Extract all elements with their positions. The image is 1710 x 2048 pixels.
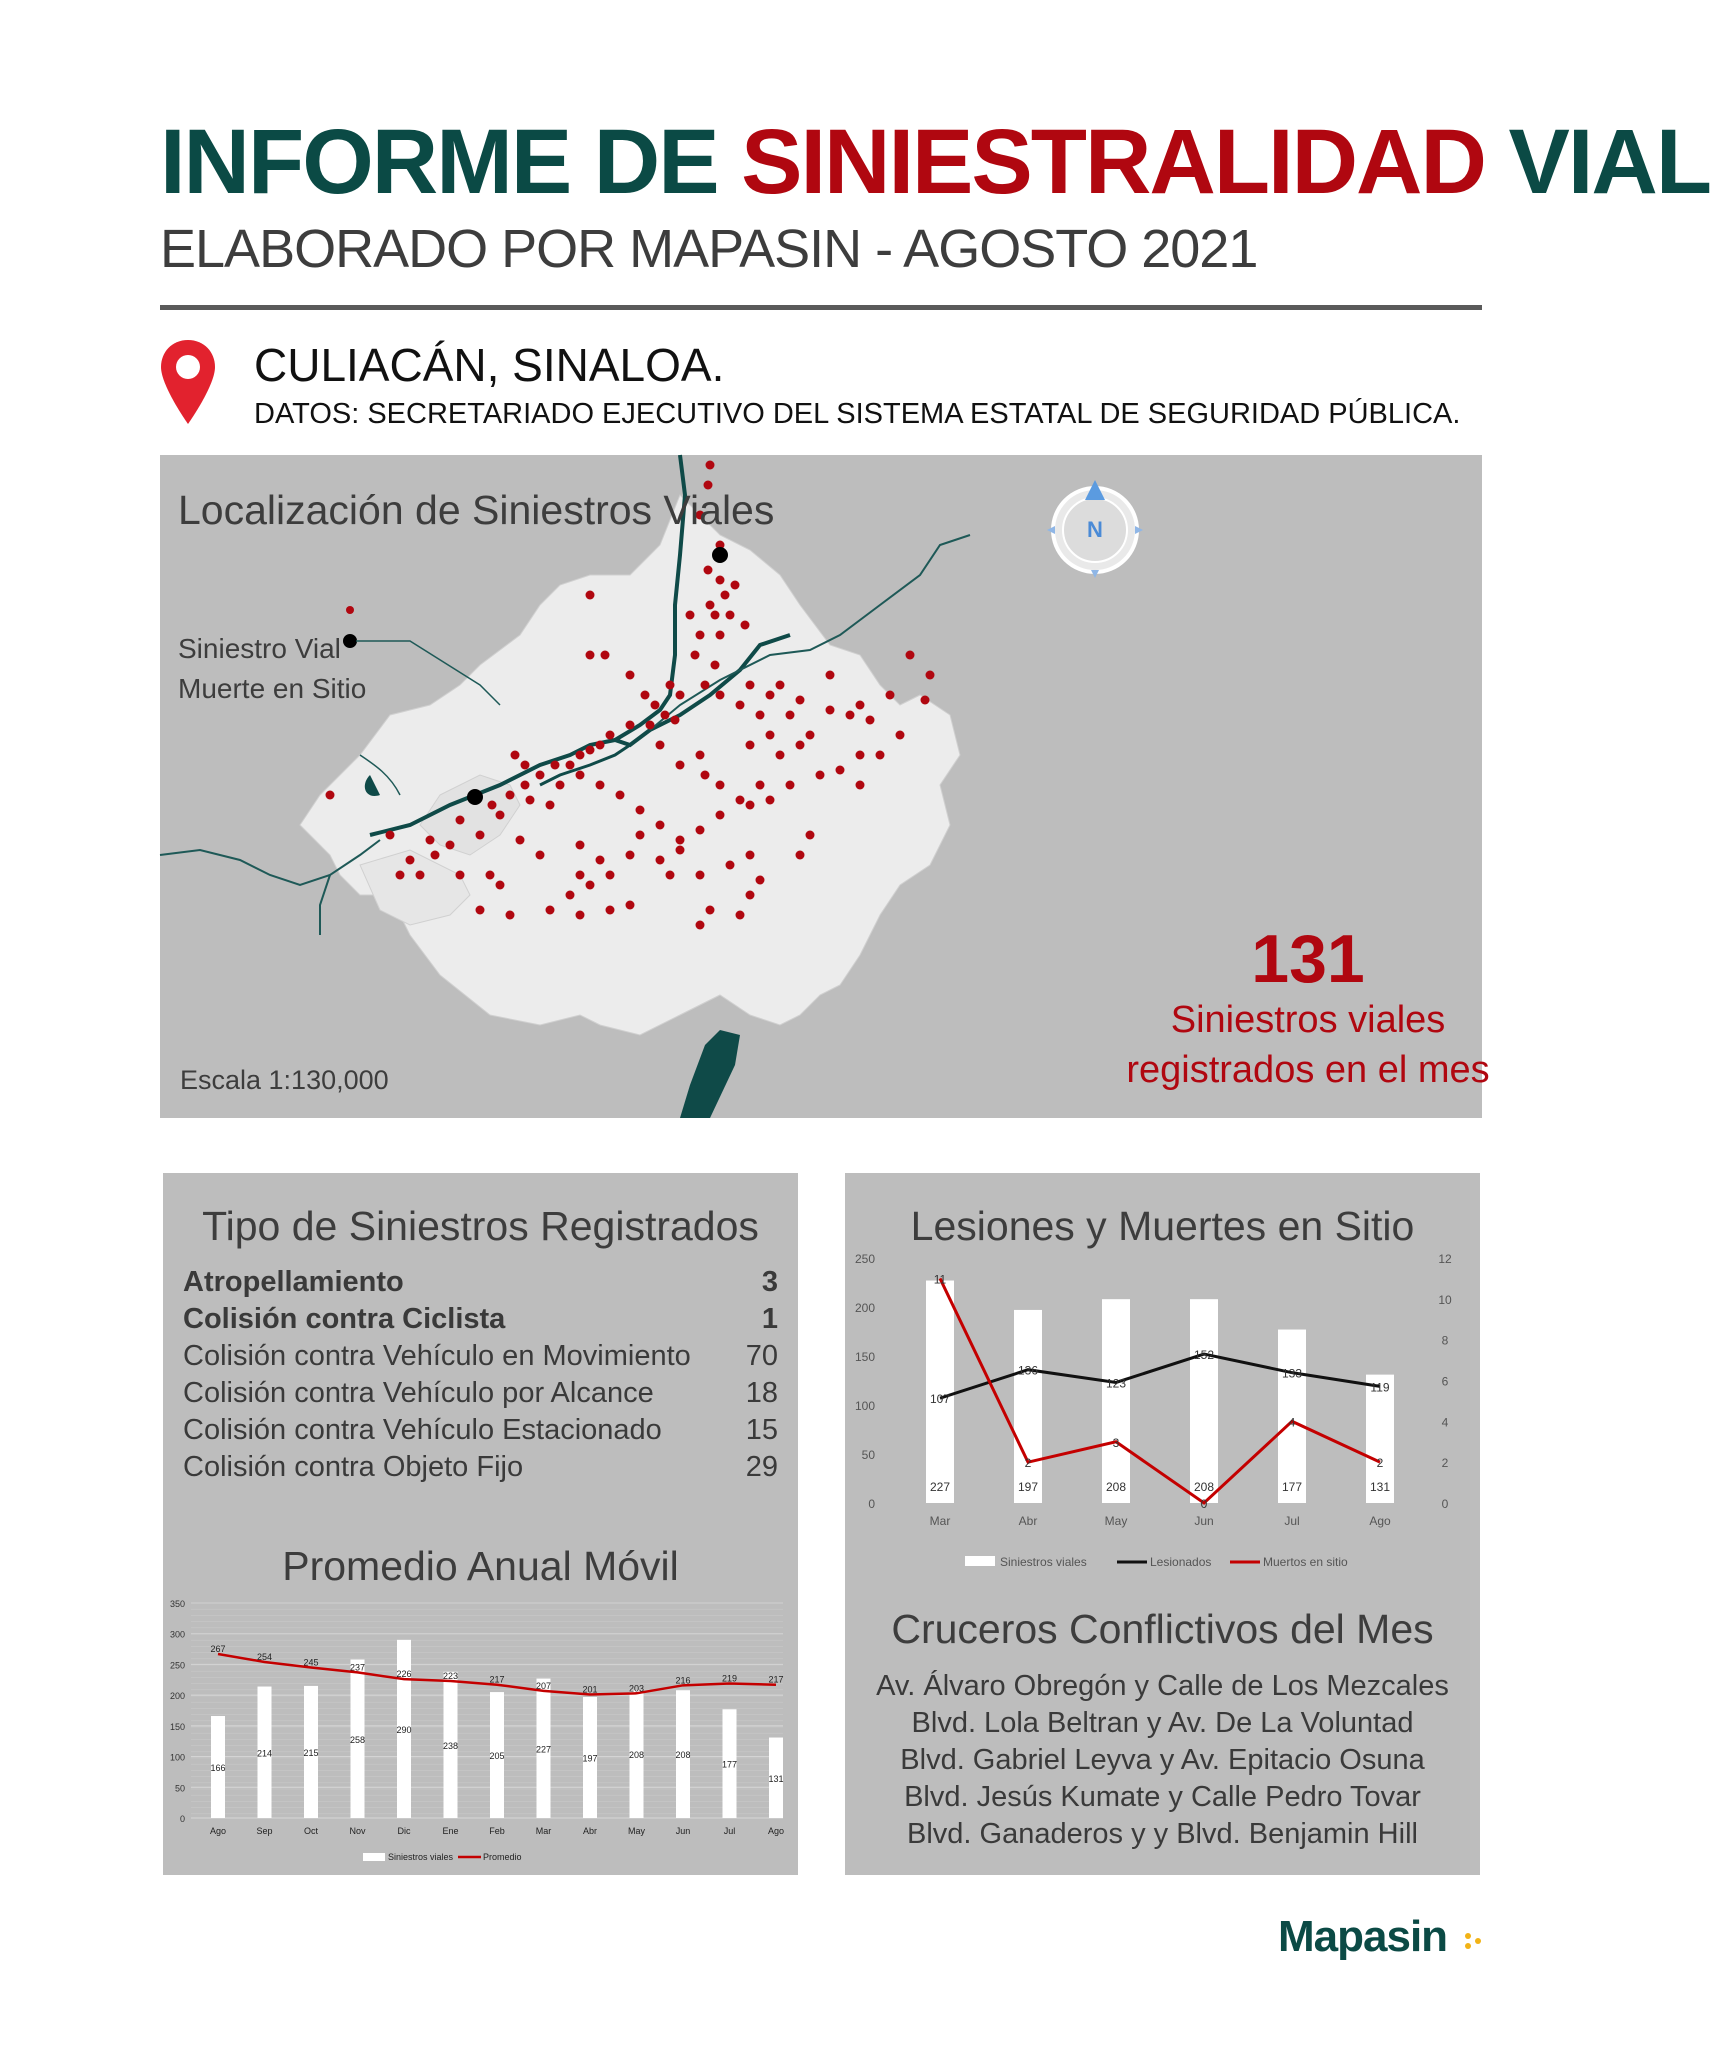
accident-point <box>896 731 905 740</box>
line-data-label: 4 <box>1288 1415 1296 1430</box>
accident-point <box>536 771 545 780</box>
accident-point <box>701 681 710 690</box>
legend-label: Siniestros viales <box>1000 1555 1087 1569</box>
series-line-muertos <box>940 1278 1380 1503</box>
series-line-lesionados <box>940 1354 1380 1398</box>
left-panel <box>163 1173 798 1875</box>
legend-label: Siniestros viales <box>388 1852 454 1862</box>
title-part-2: SINIESTRALIDAD <box>741 111 1485 213</box>
accident-point <box>886 691 895 700</box>
bar-data-label: 197 <box>1017 1480 1039 1494</box>
line-data-label: 254 <box>256 1651 273 1662</box>
accident-point <box>766 796 775 805</box>
accident-point <box>706 601 715 610</box>
line-data-label: 107 <box>929 1392 951 1407</box>
y-tick-label: 0 <box>179 1814 185 1824</box>
death-point <box>712 547 728 563</box>
bar-data-label: 208 <box>1193 1480 1215 1494</box>
tipo-value: 70 <box>745 1340 778 1372</box>
bar <box>1102 1299 1130 1503</box>
logo-dots-icon <box>1464 1930 1486 1952</box>
tipo-label: Atropellamiento <box>183 1266 404 1298</box>
accident-point <box>866 716 875 725</box>
kpi-value: 131 <box>1251 921 1365 997</box>
accident-point <box>676 691 685 700</box>
y-right-tick-label: 8 <box>1441 1333 1449 1348</box>
accident-point <box>511 751 520 760</box>
cruceros-title: Cruceros Conflictivos del Mes <box>891 1606 1434 1652</box>
crucero-item: Blvd. Ganaderos y y Blvd. Benjamin Hill <box>907 1818 1418 1850</box>
accident-point <box>686 611 695 620</box>
x-tick-label: Jul <box>723 1826 736 1836</box>
accident-point <box>626 851 635 860</box>
line-data-label: 201 <box>582 1684 598 1695</box>
accident-point <box>456 816 465 825</box>
accident-point <box>696 751 705 760</box>
accident-point <box>566 761 575 770</box>
tipo-row <box>183 1377 778 1415</box>
tipo-row <box>183 1451 778 1489</box>
map-title: Localización de Siniestros Viales <box>178 487 775 533</box>
accident-point <box>676 846 685 855</box>
y-tick-label: 300 <box>169 1629 185 1640</box>
accident-point <box>516 836 525 845</box>
x-tick-label: Feb <box>489 1826 505 1836</box>
accident-point <box>536 851 545 860</box>
tipo-label: Colisión contra Vehículo en Movimiento <box>183 1340 691 1372</box>
x-tick-label: Ago <box>767 1826 785 1836</box>
y-right-tick-label: 2 <box>1441 1456 1449 1471</box>
accident-point <box>386 831 395 840</box>
x-tick-label: Sep <box>256 1826 273 1836</box>
bar <box>1190 1299 1218 1503</box>
accident-point <box>636 831 645 840</box>
accident-point <box>691 651 700 660</box>
accident-point <box>736 796 745 805</box>
accident-point <box>756 711 765 720</box>
y-left-tick-label: 0 <box>868 1497 875 1511</box>
accident-point <box>566 891 575 900</box>
bar-data-label: 227 <box>929 1480 951 1494</box>
accident-point <box>736 911 745 920</box>
accident-point <box>521 781 530 790</box>
crucero-item: Av. Álvaro Obregón y Calle de Los Mezcales <box>876 1670 1449 1702</box>
tipo-label: Colisión contra Vehículo Estacionado <box>183 1414 662 1446</box>
location-pin-icon <box>158 338 218 428</box>
y-tick-label: 50 <box>174 1783 185 1794</box>
tipo-row <box>183 1414 778 1452</box>
accident-point <box>476 906 485 915</box>
accident-point <box>651 701 660 710</box>
accident-point <box>661 711 670 720</box>
bar <box>1014 1310 1042 1503</box>
bar-data-label: 197 <box>582 1753 598 1764</box>
accident-point <box>601 651 610 660</box>
y-tick-label: 350 <box>169 1599 185 1609</box>
accident-point <box>716 691 725 700</box>
tipo-row <box>183 1340 778 1378</box>
bar-data-label: 215 <box>303 1747 319 1758</box>
accident-point <box>856 751 865 760</box>
tipo-value: 1 <box>761 1303 778 1335</box>
legend-accident-dot <box>346 606 354 614</box>
accident-point <box>556 781 565 790</box>
tipo-label: Colisión contra Ciclista <box>183 1303 506 1335</box>
header-divider <box>160 305 1482 310</box>
line-data-label: 217 <box>489 1674 505 1685</box>
accident-point <box>726 861 735 870</box>
accident-point <box>626 671 635 680</box>
accident-point <box>746 891 755 900</box>
y-left-tick-label: 50 <box>861 1448 875 1462</box>
bar-data-label: 131 <box>1369 1480 1391 1494</box>
accident-point <box>816 771 825 780</box>
crucero-item: Blvd. Jesús Kumate y Calle Pedro Tovar <box>904 1781 1421 1813</box>
city-area <box>300 495 960 1035</box>
kpi-label-line-1: Siniestros viales <box>1170 999 1446 1041</box>
x-tick-label: Abr <box>1018 1514 1038 1528</box>
accident-point <box>796 741 805 750</box>
line-data-label: 133 <box>1281 1366 1303 1381</box>
accident-point <box>506 791 515 800</box>
accident-point <box>666 871 675 880</box>
line-data-label: 0 <box>1200 1497 1208 1511</box>
accident-point <box>766 731 775 740</box>
accident-point <box>616 791 625 800</box>
y-tick-label: 250 <box>169 1660 185 1671</box>
line-data-label: 216 <box>675 1675 691 1686</box>
bar-data-label: 177 <box>721 1759 738 1770</box>
x-tick-label: May <box>627 1826 646 1836</box>
line-data-label: 226 <box>396 1669 412 1680</box>
x-tick-label: Nov <box>349 1826 366 1836</box>
y-right-tick-label: 4 <box>1441 1415 1449 1430</box>
x-tick-label: May <box>1104 1514 1128 1528</box>
accident-point <box>496 811 505 820</box>
accident-point <box>796 696 805 705</box>
accident-point <box>656 741 665 750</box>
kpi-label <box>1078 995 1538 1095</box>
crucero-item: Blvd. Gabriel Leyva y Av. Epitacio Osuna <box>900 1744 1425 1776</box>
accident-point <box>776 681 785 690</box>
line-data-label: 203 <box>628 1683 645 1694</box>
accident-point <box>776 751 785 760</box>
rolling-average-chart <box>163 1593 798 1875</box>
accident-point <box>756 876 765 885</box>
tipo-label: Colisión contra Objeto Fijo <box>183 1451 524 1483</box>
line-data-label: 237 <box>349 1662 366 1673</box>
bar-data-label: 166 <box>210 1763 226 1774</box>
death-point <box>467 789 483 805</box>
accident-point <box>786 711 795 720</box>
y-tick-label: 100 <box>169 1752 185 1763</box>
accident-point <box>716 631 725 640</box>
accident-point <box>676 836 685 845</box>
x-tick-label: Ene <box>442 1826 459 1836</box>
accident-point <box>721 591 730 600</box>
legend-swatch-bars <box>965 1556 995 1566</box>
accident-point <box>636 806 645 815</box>
accident-point <box>456 871 465 880</box>
accident-point <box>696 871 705 880</box>
accident-point <box>526 796 535 805</box>
accident-point <box>576 751 585 760</box>
accident-point <box>846 711 855 720</box>
bar-data-label: 238 <box>442 1740 459 1751</box>
bay-shape <box>680 1030 740 1118</box>
accident-point <box>476 831 485 840</box>
accident-point <box>696 631 705 640</box>
accident-point <box>416 871 425 880</box>
y-left-tick-label: 150 <box>854 1350 875 1364</box>
accident-point <box>626 721 635 730</box>
report-title <box>160 110 1710 215</box>
bar-data-label: 205 <box>489 1751 505 1762</box>
accident-point <box>606 731 615 740</box>
line-data-label: 267 <box>210 1643 226 1654</box>
line-data-label: 217 <box>768 1674 784 1685</box>
line-data-label: 3 <box>1112 1435 1120 1450</box>
x-tick-label: Jun <box>1194 1514 1214 1528</box>
legend-label: Promedio <box>483 1852 522 1862</box>
accident-point <box>496 881 505 890</box>
y-left-tick-label: 100 <box>854 1399 875 1413</box>
bar-data-label: 214 <box>256 1748 273 1759</box>
y-right-tick-label: 10 <box>1438 1292 1452 1307</box>
crucero-item: Blvd. Lola Beltran y Av. De La Voluntad <box>911 1707 1414 1739</box>
accident-point <box>596 856 605 865</box>
x-tick-label: Dic <box>397 1826 411 1836</box>
bar-data-label: 227 <box>535 1744 552 1755</box>
x-tick-label: Jul <box>1284 1514 1300 1528</box>
tipo-value: 3 <box>761 1266 778 1298</box>
accident-point <box>701 771 710 780</box>
tipo-row <box>183 1303 778 1341</box>
chart2-title: Promedio Anual Móvil <box>282 1543 679 1589</box>
legend-label: Muertos en sitio <box>1263 1555 1348 1569</box>
y-left-tick-label: 200 <box>854 1301 875 1315</box>
bar-data-label: 290 <box>396 1724 412 1735</box>
accident-point <box>586 651 595 660</box>
y-right-tick-label: 6 <box>1441 1374 1449 1389</box>
compass-label: N <box>1087 517 1103 542</box>
accident-point <box>746 851 755 860</box>
accident-point <box>806 831 815 840</box>
x-tick-label: Abr <box>582 1826 598 1836</box>
right-panel <box>845 1173 1480 1875</box>
accident-point <box>706 461 715 470</box>
bar-data-label: 208 <box>628 1750 645 1761</box>
accident-point <box>446 841 455 850</box>
injuries-deaths-chart <box>845 1252 1480 1598</box>
legend-death-dot <box>343 634 357 648</box>
line-data-label: 119 <box>1370 1380 1390 1395</box>
accident-point <box>726 611 735 620</box>
accident-point <box>876 751 885 760</box>
tipo-label: Colisión contra Vehículo por Alcance <box>183 1377 654 1409</box>
bar-data-label: 208 <box>1105 1480 1127 1494</box>
x-tick-label: Mar <box>535 1826 552 1836</box>
title-part-1: INFORME DE <box>160 111 742 213</box>
accident-point <box>704 566 713 575</box>
line-data-label: 2 <box>1376 1456 1384 1471</box>
x-tick-label: Jun <box>675 1826 691 1836</box>
line-data-label: 219 <box>721 1673 738 1684</box>
line-data-label: 245 <box>303 1657 319 1668</box>
tipos-title: Tipo de Siniestros Registrados <box>202 1203 759 1249</box>
accident-point <box>606 906 615 915</box>
line-data-label: 123 <box>1105 1376 1127 1391</box>
x-tick-label: Mar <box>929 1514 951 1528</box>
accident-point <box>576 771 585 780</box>
accident-point <box>626 901 635 910</box>
accident-point <box>546 906 555 915</box>
city-name: CULIACÁN, SINALOA. <box>254 339 725 391</box>
accident-point <box>666 681 675 690</box>
bar-data-label: 131 <box>768 1773 784 1784</box>
chart1-title: Lesiones y Muertes en Sitio <box>910 1203 1415 1249</box>
accident-point <box>716 576 725 585</box>
legend-swatch-bars <box>363 1853 385 1861</box>
accident-point <box>586 746 595 755</box>
accident-point <box>696 826 705 835</box>
accident-point <box>826 706 835 715</box>
accident-point <box>856 701 865 710</box>
accident-point <box>576 841 585 850</box>
accident-point <box>406 856 415 865</box>
legend-accident-label: Siniestro Vial <box>178 633 341 664</box>
accident-point <box>716 781 725 790</box>
accident-point <box>906 651 915 660</box>
accident-point <box>326 791 335 800</box>
line-data-label: 207 <box>535 1680 552 1691</box>
y-right-tick-label: 0 <box>1441 1497 1449 1511</box>
tipo-value: 15 <box>745 1414 778 1446</box>
accident-point <box>596 781 605 790</box>
line-data-label: 136 <box>1017 1363 1039 1378</box>
tipo-value: 29 <box>745 1451 778 1483</box>
accident-point <box>676 761 685 770</box>
accident-point <box>786 781 795 790</box>
accident-point <box>576 871 585 880</box>
title-part-3: VIAL <box>1484 111 1710 213</box>
accident-point <box>656 821 665 830</box>
line-data-label: 223 <box>442 1671 459 1682</box>
accident-point <box>431 851 440 860</box>
y-right-tick-label: 12 <box>1438 1252 1452 1266</box>
mapasin-logo: Mapasin <box>1278 1912 1448 1961</box>
accident-point <box>546 801 555 810</box>
map-scale: Escala 1:130,000 <box>180 1065 389 1095</box>
tipo-row <box>183 1266 778 1304</box>
accident-point <box>746 801 755 810</box>
accident-point <box>586 591 595 600</box>
legend-death-label: Muerte en Sitio <box>178 673 367 704</box>
report-subtitle: ELABORADO POR MAPASIN - AGOSTO 2021 <box>160 219 1258 279</box>
y-tick-label: 150 <box>169 1721 185 1732</box>
x-tick-label: Ago <box>209 1826 227 1836</box>
accident-point <box>396 871 405 880</box>
line-data-label: 11 <box>933 1272 947 1287</box>
bar-data-label: 258 <box>349 1734 366 1745</box>
legend-label: Lesionados <box>1150 1555 1212 1569</box>
accident-point <box>706 906 715 915</box>
accident-point <box>596 741 605 750</box>
accident-point <box>856 781 865 790</box>
accident-point <box>586 881 595 890</box>
accident-point <box>426 836 435 845</box>
accident-point <box>746 741 755 750</box>
accident-point <box>836 766 845 775</box>
accident-point <box>641 691 650 700</box>
map-panel <box>160 455 1490 1118</box>
accident-point <box>736 701 745 710</box>
accident-point <box>606 871 615 880</box>
accident-point <box>756 781 765 790</box>
accident-point <box>766 691 775 700</box>
accident-point <box>731 581 740 590</box>
accident-point <box>826 671 835 680</box>
accident-point <box>646 721 655 730</box>
bar-data-label: 208 <box>675 1750 691 1761</box>
bar-data-label: 177 <box>1281 1480 1303 1494</box>
accident-point <box>486 871 495 880</box>
accident-point <box>488 801 497 810</box>
accident-point <box>741 621 750 630</box>
accident-point <box>711 611 720 620</box>
accident-point <box>806 731 815 740</box>
accident-point <box>576 911 585 920</box>
x-tick-label: Oct <box>303 1826 319 1836</box>
line-data-label: 152 <box>1193 1348 1215 1363</box>
accident-point <box>926 671 935 680</box>
tipo-value: 18 <box>745 1377 778 1409</box>
accident-point <box>506 911 515 920</box>
accident-point <box>716 811 725 820</box>
accident-point <box>711 661 720 670</box>
accident-point <box>746 681 755 690</box>
accident-point <box>671 716 680 725</box>
line-data-label: 2 <box>1024 1456 1032 1471</box>
y-left-tick-label: 250 <box>854 1252 875 1266</box>
data-source: DATOS: SECRETARIADO EJECUTIVO DEL SISTEMA ESTATAL DE SEGURIDAD PÚBLICA. <box>254 398 1461 430</box>
x-tick-label: Ago <box>1369 1514 1391 1528</box>
kpi-label-line-2: registrados en el mes <box>1126 1049 1490 1091</box>
accident-point <box>521 761 530 770</box>
accident-point <box>551 761 560 770</box>
accident-point <box>921 696 930 705</box>
y-tick-label: 200 <box>169 1691 185 1702</box>
accident-point <box>696 921 705 930</box>
accident-point <box>796 851 805 860</box>
accident-point <box>656 856 665 865</box>
